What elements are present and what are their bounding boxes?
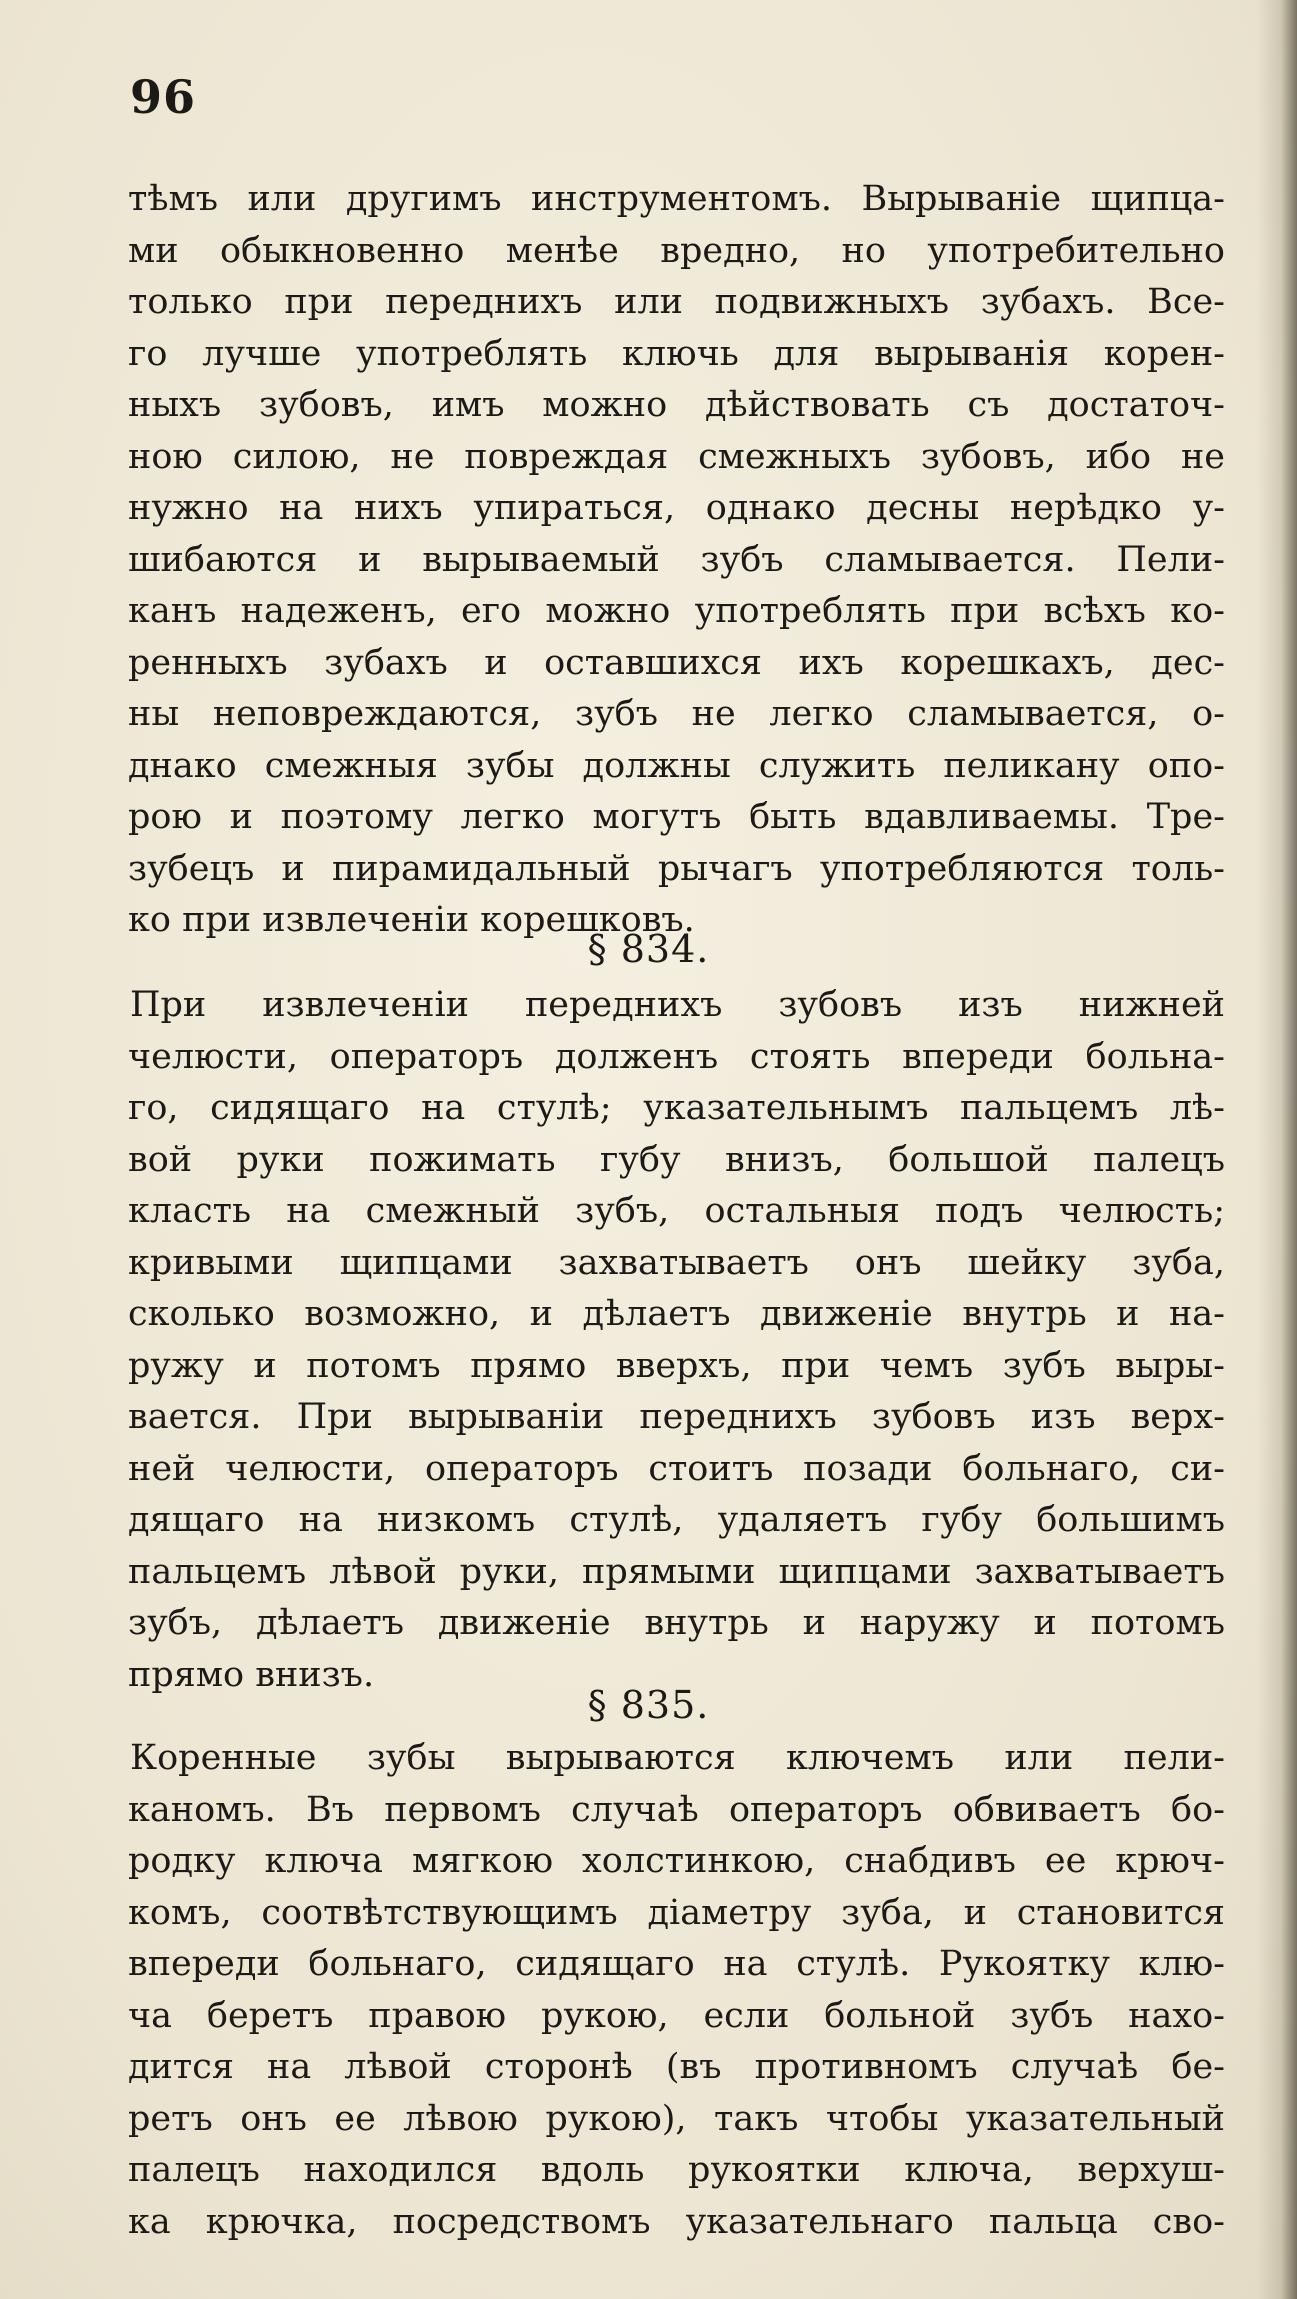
- section-834-body: [128, 980, 1225, 1701]
- paragraph-1: [128, 174, 1225, 947]
- text-line: ка крючка, посредствомъ указательнаго пальца сво-: [128, 2201, 1225, 2242]
- text-line: шибаются и вырываемый зубъ сламывается. Пели-: [128, 539, 1225, 580]
- text-line: ней челюсти, операторъ стоитъ позади больнаго, си-: [128, 1448, 1225, 1489]
- text-line: ренныхъ зубахъ и оставшихся ихъ корешкахъ, дес-: [128, 642, 1225, 683]
- text-line: впереди больнаго, сидящаго на стулѣ. Рукоятку клю-: [128, 1944, 1225, 1984]
- text-line: ружу и потомъ прямо вверхъ, при чемъ зубъ выры-: [128, 1345, 1225, 1386]
- text-line: зубъ, дѣлаетъ движеніе внутрь и наружу и потомъ: [128, 1603, 1225, 1643]
- text-line: дится на лѣвой сторонѣ (въ противномъ случаѣ бе-: [128, 2047, 1225, 2087]
- text-line: Коренные зубы вырываются ключемъ или пели-: [130, 1738, 1225, 1778]
- text-line: ко при извлеченіи корешковъ.: [128, 900, 695, 940]
- text-line: только при переднихъ или подвижныхъ зубахъ. Все-: [128, 282, 1225, 322]
- page-number: 96: [130, 70, 197, 124]
- text-line: кривыми щипцами захватываетъ онъ шейку зуба,: [128, 1242, 1225, 1283]
- text-line: ны неповреждаются, зубъ не легко сламывается, о-: [128, 694, 1225, 734]
- text-line: рою и поэтому легко могутъ быть вдавливаемы. Тре-: [128, 797, 1225, 837]
- text-line: нужно на нихъ упираться, однако десны нерѣдко у-: [128, 488, 1225, 528]
- section-835-body: [128, 1733, 1225, 2248]
- text-line: пальцемъ лѣвой руки, прямыми щипцами захватываетъ: [128, 1551, 1225, 1592]
- text-line: вой руки пожимать губу внизъ, большой палецъ: [128, 1139, 1225, 1180]
- text-line: зубецъ и пирамидальный рычагъ употребляются толь-: [128, 848, 1225, 889]
- text-line: тѣмъ или другимъ инструментомъ. Вырываніе щипца-: [128, 179, 1225, 219]
- text-line: комъ, соотвѣтствующимъ діаметру зуба, и становится: [128, 1892, 1225, 1933]
- page-edge-shadow: [1257, 0, 1297, 2299]
- text-line: ми обыкновенно менѣе вредно, но употребительно: [128, 230, 1225, 271]
- text-line: класть на смежный зубъ, остальныя подъ челюсть;: [128, 1191, 1225, 1231]
- text-line: днако смежныя зубы должны служить пеликану опо-: [128, 745, 1225, 786]
- text-line: дящаго на низкомъ стулѣ, удаляетъ губу большимъ: [128, 1500, 1225, 1540]
- text-line: родку ключа мягкою холстинкою, снабдивъ ее крюч-: [128, 1841, 1225, 1881]
- text-line: челюсти, операторъ долженъ стоять впереди больна-: [128, 1036, 1225, 1077]
- text-line: ною силою, не повреждая смежныхъ зубовъ, ибо не: [128, 436, 1225, 477]
- text-line: го, сидящаго на стулѣ; указательнымъ пальцемъ лѣ-: [128, 1088, 1225, 1128]
- text-line: вается. При вырываніи переднихъ зубовъ изъ верх-: [128, 1397, 1225, 1437]
- text-line: каномъ. Въ первомъ случаѣ операторъ обвиваетъ бо-: [128, 1789, 1225, 1830]
- section-heading-835: § 835.: [587, 1683, 710, 1727]
- text-line: ныхъ зубовъ, имъ можно дѣйствовать съ достаточ-: [128, 385, 1225, 425]
- text-line: ча беретъ правою рукою, если больной зубъ нахо-: [128, 1995, 1225, 2036]
- text-line: ретъ онъ ее лѣвою рукою), такъ чтобы указательный: [128, 2098, 1225, 2139]
- text-line: прямо внизъ.: [128, 1654, 375, 1695]
- text-line: канъ надеженъ, его можно употреблять при всѣхъ ко-: [128, 591, 1225, 631]
- section-heading-834: § 834.: [587, 927, 710, 971]
- text-line: го лучше употреблять ключь для вырыванія корен-: [128, 333, 1225, 374]
- text-line: сколько возможно, и дѣлаетъ движеніе внутрь и на-: [128, 1294, 1225, 1334]
- text-line: палецъ находился вдоль рукоятки ключа, верхуш-: [128, 2150, 1225, 2190]
- text-line: При извлеченіи переднихъ зубовъ изъ нижней: [130, 985, 1225, 1025]
